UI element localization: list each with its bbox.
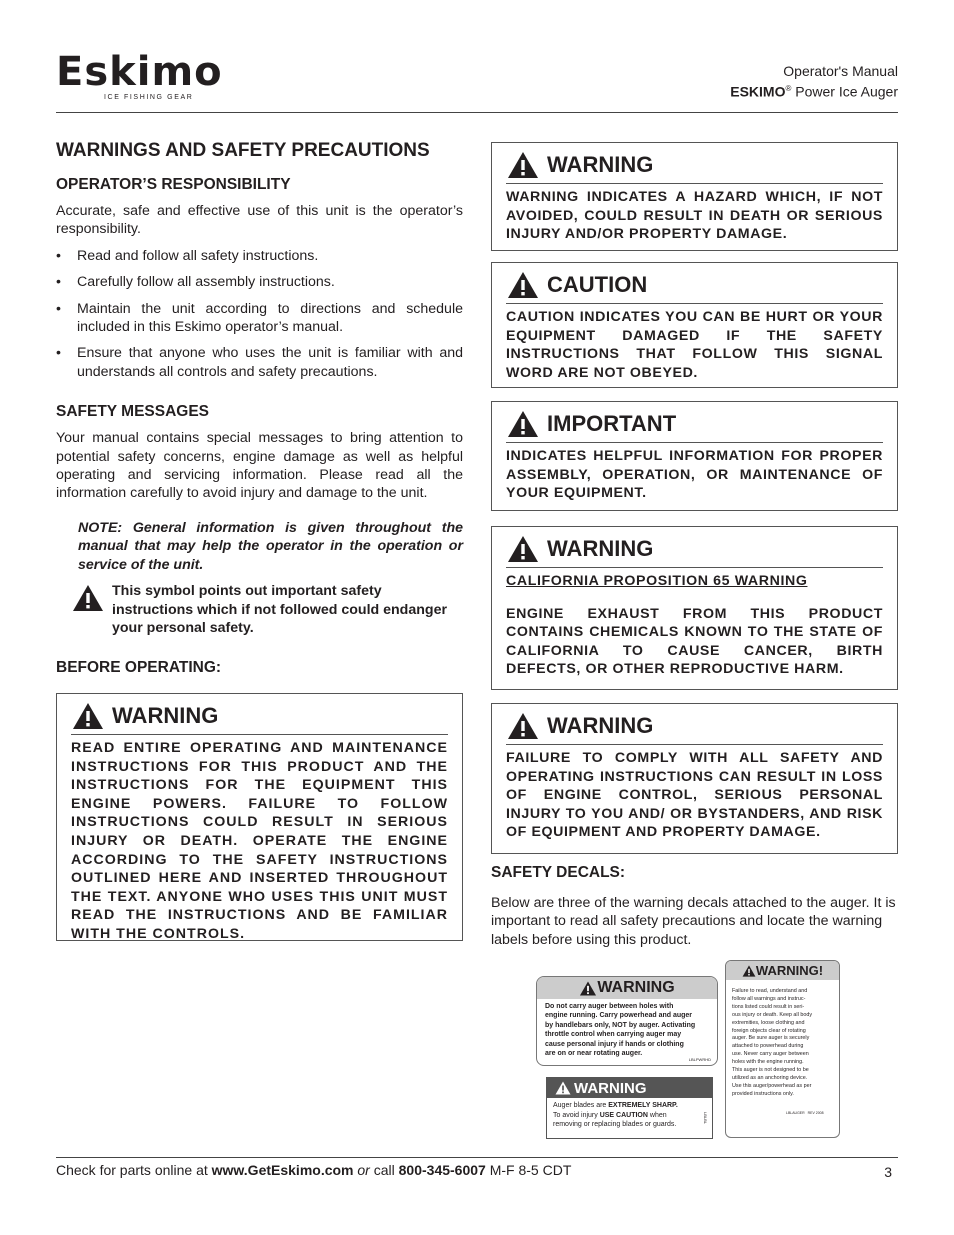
warning-triangle-icon	[72, 702, 104, 730]
decal-header	[726, 961, 839, 980]
warning-triangle-icon	[507, 151, 539, 179]
warning-triangle-icon	[555, 1081, 571, 1095]
warning-triangle-icon	[579, 981, 597, 996]
box-text: FAILURE TO COMPLY WITH ALL SAFETY AND OPERATING INSTRUCTIONS CAN RESULT IN LOSS OF ENGINE CONTROL, SERIOUS PERSONAL INJURY TO YOU AND/ OR BYSTANDERS, AND RISK OF EQUIPMENT AND PROPERTY DAMAGE.	[506, 744, 883, 842]
prop65-warning-box	[491, 526, 898, 690]
warning-triangle-icon	[742, 965, 756, 977]
prop65-text: ENGINE EXHAUST FROM THIS PRODUCT CONTAINS CHEMICALS KNOWN TO THE STATE OF CALIFORNIA TO CAUSE CANCER, BIRTH DEFECTS, OR OTHER REPRODUCTIVE HARM.	[506, 605, 883, 678]
general-note: NOTE: General information is given throughout the manual that may help the operator in the operation or service of the unit.	[78, 519, 463, 573]
website-link[interactable]: www.GetEskimo.com	[211, 1162, 354, 1178]
decal-code: LBLBL	[703, 1112, 708, 1125]
list-item: • Ensure that anyone who uses the unit is familiar with and understands all controls and safety precautions.	[56, 345, 463, 380]
decal-header	[537, 977, 717, 999]
phone-number[interactable]: 800-345-6007	[398, 1162, 486, 1178]
box-text: CAUTION INDICATES YOU CAN BE HURT OR YOUR EQUIPMENT DAMAGED IF THE SAFETY INSTRUCTIONS THAT FOLLOW THIS SIGNAL WORD ARE NOT OBEYED.	[506, 303, 883, 382]
box-header	[507, 147, 897, 183]
footer-text: Check for parts online at www.GetEskimo.com or call 800-345-6007 M-F 8-5 CDT	[56, 1162, 572, 1178]
brand-name: ESKIMO	[730, 83, 786, 100]
box-text: INDICATES HELPFUL INFORMATION FOR PROPER ASSEMBLY, OPERATION, OR MAINTENANCE OF YOUR EQUIPMENT.	[506, 442, 883, 503]
box-text: READ ENTIRE OPERATING AND MAINTENANCE INSTRUCTIONS FOR THIS PRODUCT AND THE INSTRUCTIONS FOR THE EQUIPMENT THIS ENGINE POWERS. FAILURE TO FOLLOW INSTRUCTIONS COULD RESULT IN SERIOUS INJURY OR DEATH. OPERATE THE ENGINE ACCORDING TO THE SAFETY INSTRUCTIONS OUTLINED HERE AND INSERTED THROUGHOUT THE TEXT. ANYONE WHO USES THIS UNIT MUST READ THE INSTRUCTIONS AND BE FAMILIAR WITH THE CONTROLS.	[71, 734, 448, 944]
decal-code: LBLAUGER REV 2008	[786, 1111, 824, 1115]
box-title: CAUTION	[547, 272, 648, 297]
safety-messages-heading: SAFETY MESSAGES	[56, 403, 210, 421]
before-operating-warning-box	[56, 693, 463, 941]
decal-title: WARNING	[597, 979, 675, 996]
compliance-warning-box	[491, 703, 898, 854]
warning-triangle-icon	[507, 712, 539, 740]
logo-tagline: ICE FISHING GEAR	[104, 94, 194, 101]
page-title: WARNINGS AND SAFETY PRECAUTIONS	[56, 140, 430, 161]
box-header	[72, 698, 462, 734]
product-name: Power Ice Auger	[791, 83, 898, 100]
box-text: WARNING INDICATES A HAZARD WHICH, IF NOT AVOIDED, COULD RESULT IN DEATH OR SERIOUS INJURY AND/OR PROPERTY DAMAGE.	[506, 183, 883, 244]
box-title: WARNING	[547, 536, 654, 561]
caution-definition-box	[491, 262, 898, 388]
product-title	[730, 80, 898, 101]
decal-title: WARNING	[574, 1079, 647, 1097]
responsibility-intro: Accurate, safe and effective use of this unit is the operator’s responsibility.	[56, 203, 463, 238]
safety-messages-body: Your manual contains special messages to bring attention to potential safety concerns, engine damage as well as helpful operating and servicing information. Please read all the information carefully to avoid injury and damage to the unit.	[56, 430, 463, 502]
responsibility-heading: OPERATOR’S RESPONSIBILITY	[56, 176, 291, 193]
box-header	[507, 267, 897, 303]
before-operating-heading: BEFORE OPERATING:	[56, 659, 222, 677]
important-definition-box	[491, 401, 898, 511]
decal-text: Failure to read, understand and follow all warnings and instruc- tions listed could result in seri- ous injury or death. Keep all body extremities, loose clothing and foreign objects clear of rotating auger. Be sure auger is securely attached to powerhead during use. Never carry auger between holes with the engine running. This auger is not designed to be utilized as an anchoring device. Use this auger/powerhead as per provided instructions only.	[732, 988, 813, 1097]
decal-carry-warning	[536, 976, 718, 1066]
warning-triangle-icon	[72, 584, 104, 612]
left-column	[56, 140, 463, 685]
decal-title: WARNING!	[755, 963, 824, 978]
list-item: • Read and follow all safety instructions.	[56, 247, 319, 264]
box-header	[507, 406, 897, 442]
safety-decals-image	[536, 958, 840, 1140]
box-header	[507, 708, 897, 744]
box-text	[506, 567, 883, 679]
warning-definition-box	[491, 142, 898, 251]
warning-triangle-icon	[507, 410, 539, 438]
decal-text: Auger blades are EXTREMELY SHARP. To avoid injury USE CAUTION when removing or replacing blades or guards.	[553, 1102, 678, 1128]
warning-triangle-icon	[507, 535, 539, 563]
logo-wordmark: Eskimo	[56, 49, 223, 95]
safety-decals-section	[491, 864, 898, 949]
decal-header	[547, 1078, 712, 1098]
box-title: IMPORTANT	[547, 411, 677, 436]
page-number: 3	[884, 1164, 892, 1180]
safety-decals-body: Below are three of the warning decals attached to the auger. It is important to read all safety precautions and locate the warning labels before using this product.	[491, 895, 896, 948]
prop65-subtitle: CALIFORNIA PROPOSITION 65 WARNING	[506, 573, 808, 589]
list-item: • Carefully follow all assembly instructions.	[56, 274, 335, 291]
box-header	[507, 531, 897, 567]
decal-general-warning	[725, 960, 840, 1138]
manual-label: Operator's Manual	[783, 63, 898, 79]
box-title: WARNING	[547, 152, 654, 177]
footer-rule	[56, 1157, 898, 1158]
registered-mark: ®	[785, 84, 792, 93]
eskimo-logo	[56, 49, 223, 101]
decal-code: LBLPWRHD	[688, 1057, 711, 1062]
header-rule	[56, 112, 898, 113]
symbol-text: This symbol points out important safety instructions which if not followed could endanger your personal safety.	[112, 583, 447, 636]
box-title: WARNING	[547, 713, 654, 738]
box-title: WARNING	[112, 703, 219, 728]
responsibility-list	[56, 247, 463, 381]
safety-decals-heading: SAFETY DECALS:	[491, 864, 626, 881]
manual-header	[730, 62, 898, 101]
warning-triangle-icon	[507, 271, 539, 299]
symbol-explanation	[56, 582, 463, 637]
decal-text: Do not carry auger between holes with engine running. Carry powerhead and auger by handlebars only, NOT by auger. Activating throttle control when carrying auger may cause personal injury if hands or clothing are on or near rotating auger.	[545, 1003, 696, 1058]
decal-blade-warning	[546, 1077, 713, 1139]
list-item: • Maintain the unit according to directions and schedule included in this Eskimo operator’s manual.	[56, 300, 463, 336]
